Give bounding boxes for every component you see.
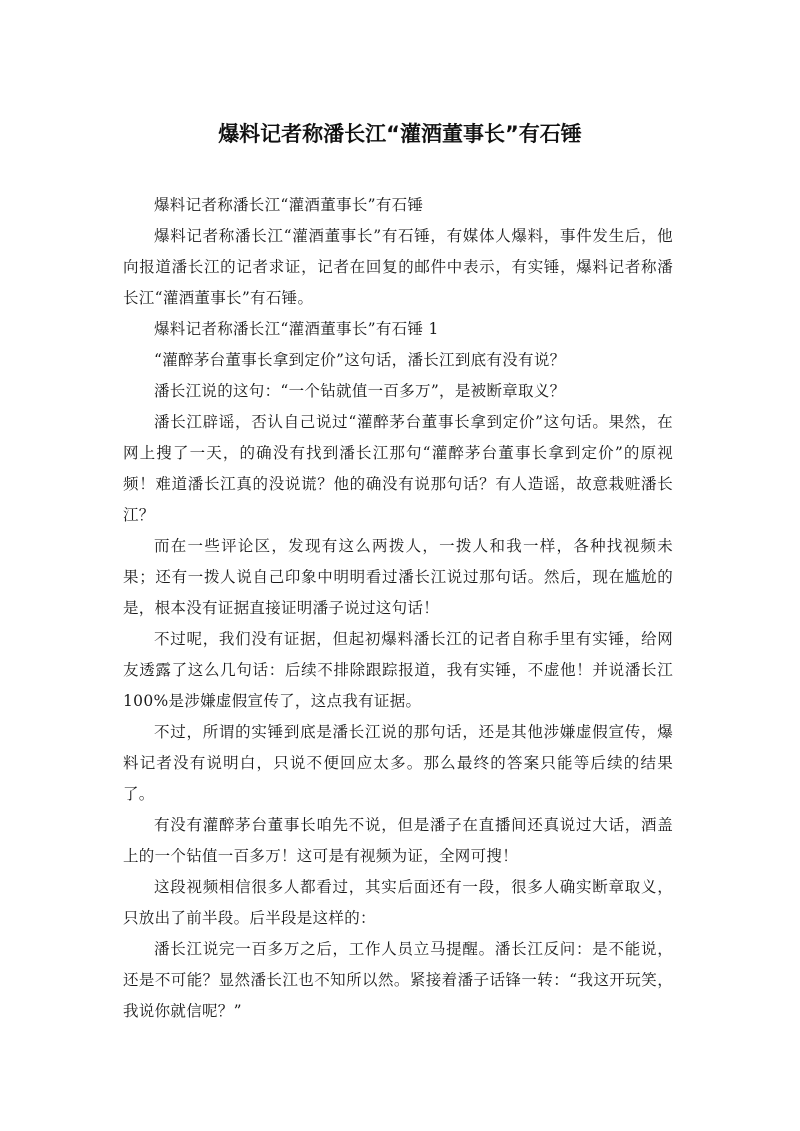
paragraph: 潘长江辟谣，否认自己说过“灌醉茅台董事长拿到定价”这句话。果然，在网上搜了一天，的确没有找到潘长江那句“灌醉茅台董事长拿到定价”的原视频！难道潘长江真的没说谎？他的确没有说那句话？有人造谣，故意栽赃潘长江？ — [123, 413, 673, 524]
paragraph: 不过呢，我们没有证据，但起初爆料潘长江的记者自称手里有实锤，给网友透露了这么几句话：后续不排除跟踪报道，我有实锤，不虚他！并说潘长江100%是涉嫌虚假宣传了，这点我有证据。 — [123, 630, 673, 710]
paragraph: 爆料记者称潘长江“灌酒董事长”有石锤，有媒体人爆料，事件发生后，他向报道潘长江的记者求证，记者在回复的邮件中表示，有实锤，爆料记者称潘长江“灌酒董事长”有石锤。 — [123, 227, 673, 307]
paragraph: “灌醉茅台董事长拿到定价”这句话，潘长江到底有没有说？ — [154, 351, 566, 369]
paragraph: 潘长江说的这句：“一个钻就值一百多万”，是被断章取义？ — [154, 382, 566, 400]
paragraph: 有没有灌醉茅台董事长咱先不说，但是潘子在直播间还真说过大话，酒盖上的一个钻值一百多万！这可是有视频为证，全网可搜！ — [123, 816, 673, 865]
paragraph: 爆料记者称潘长江“灌酒董事长”有石锤 1 — [154, 320, 439, 338]
paragraph: 潘长江说完一百多万之后，工作人员立马提醒。潘长江反问：是不能说，还是不可能？显然潘长江也不知所以然。紧接着潘子话锋一转：“我这开玩笑，我说你就信呢？” — [123, 940, 673, 1020]
paragraph: 不过，所谓的实锤到底是潘长江说的那句话，还是其他涉嫌虚假宣传，爆料记者没有说明白，只说不便回应太多。那么最终的答案只能等后续的结果了。 — [123, 723, 673, 803]
paragraph: 爆料记者称潘长江“灌酒董事长”有石锤 — [154, 196, 424, 214]
document-title: 爆料记者称潘长江“灌酒董事长”有石锤 — [218, 122, 582, 146]
paragraph: 这段视频相信很多人都看过，其实后面还有一段，很多人确实断章取义，只放出了前半段。后半段是这样的： — [123, 878, 673, 927]
document-body — [123, 190, 673, 1027]
paragraph: 而在一些评论区，发现有这么两拨人，一拨人和我一样，各种找视频未果；还有一拨人说自己印象中明明看过潘长江说过那句话。然后，现在尴尬的是，根本没有证据直接证明潘子说过这句话！ — [123, 537, 673, 617]
